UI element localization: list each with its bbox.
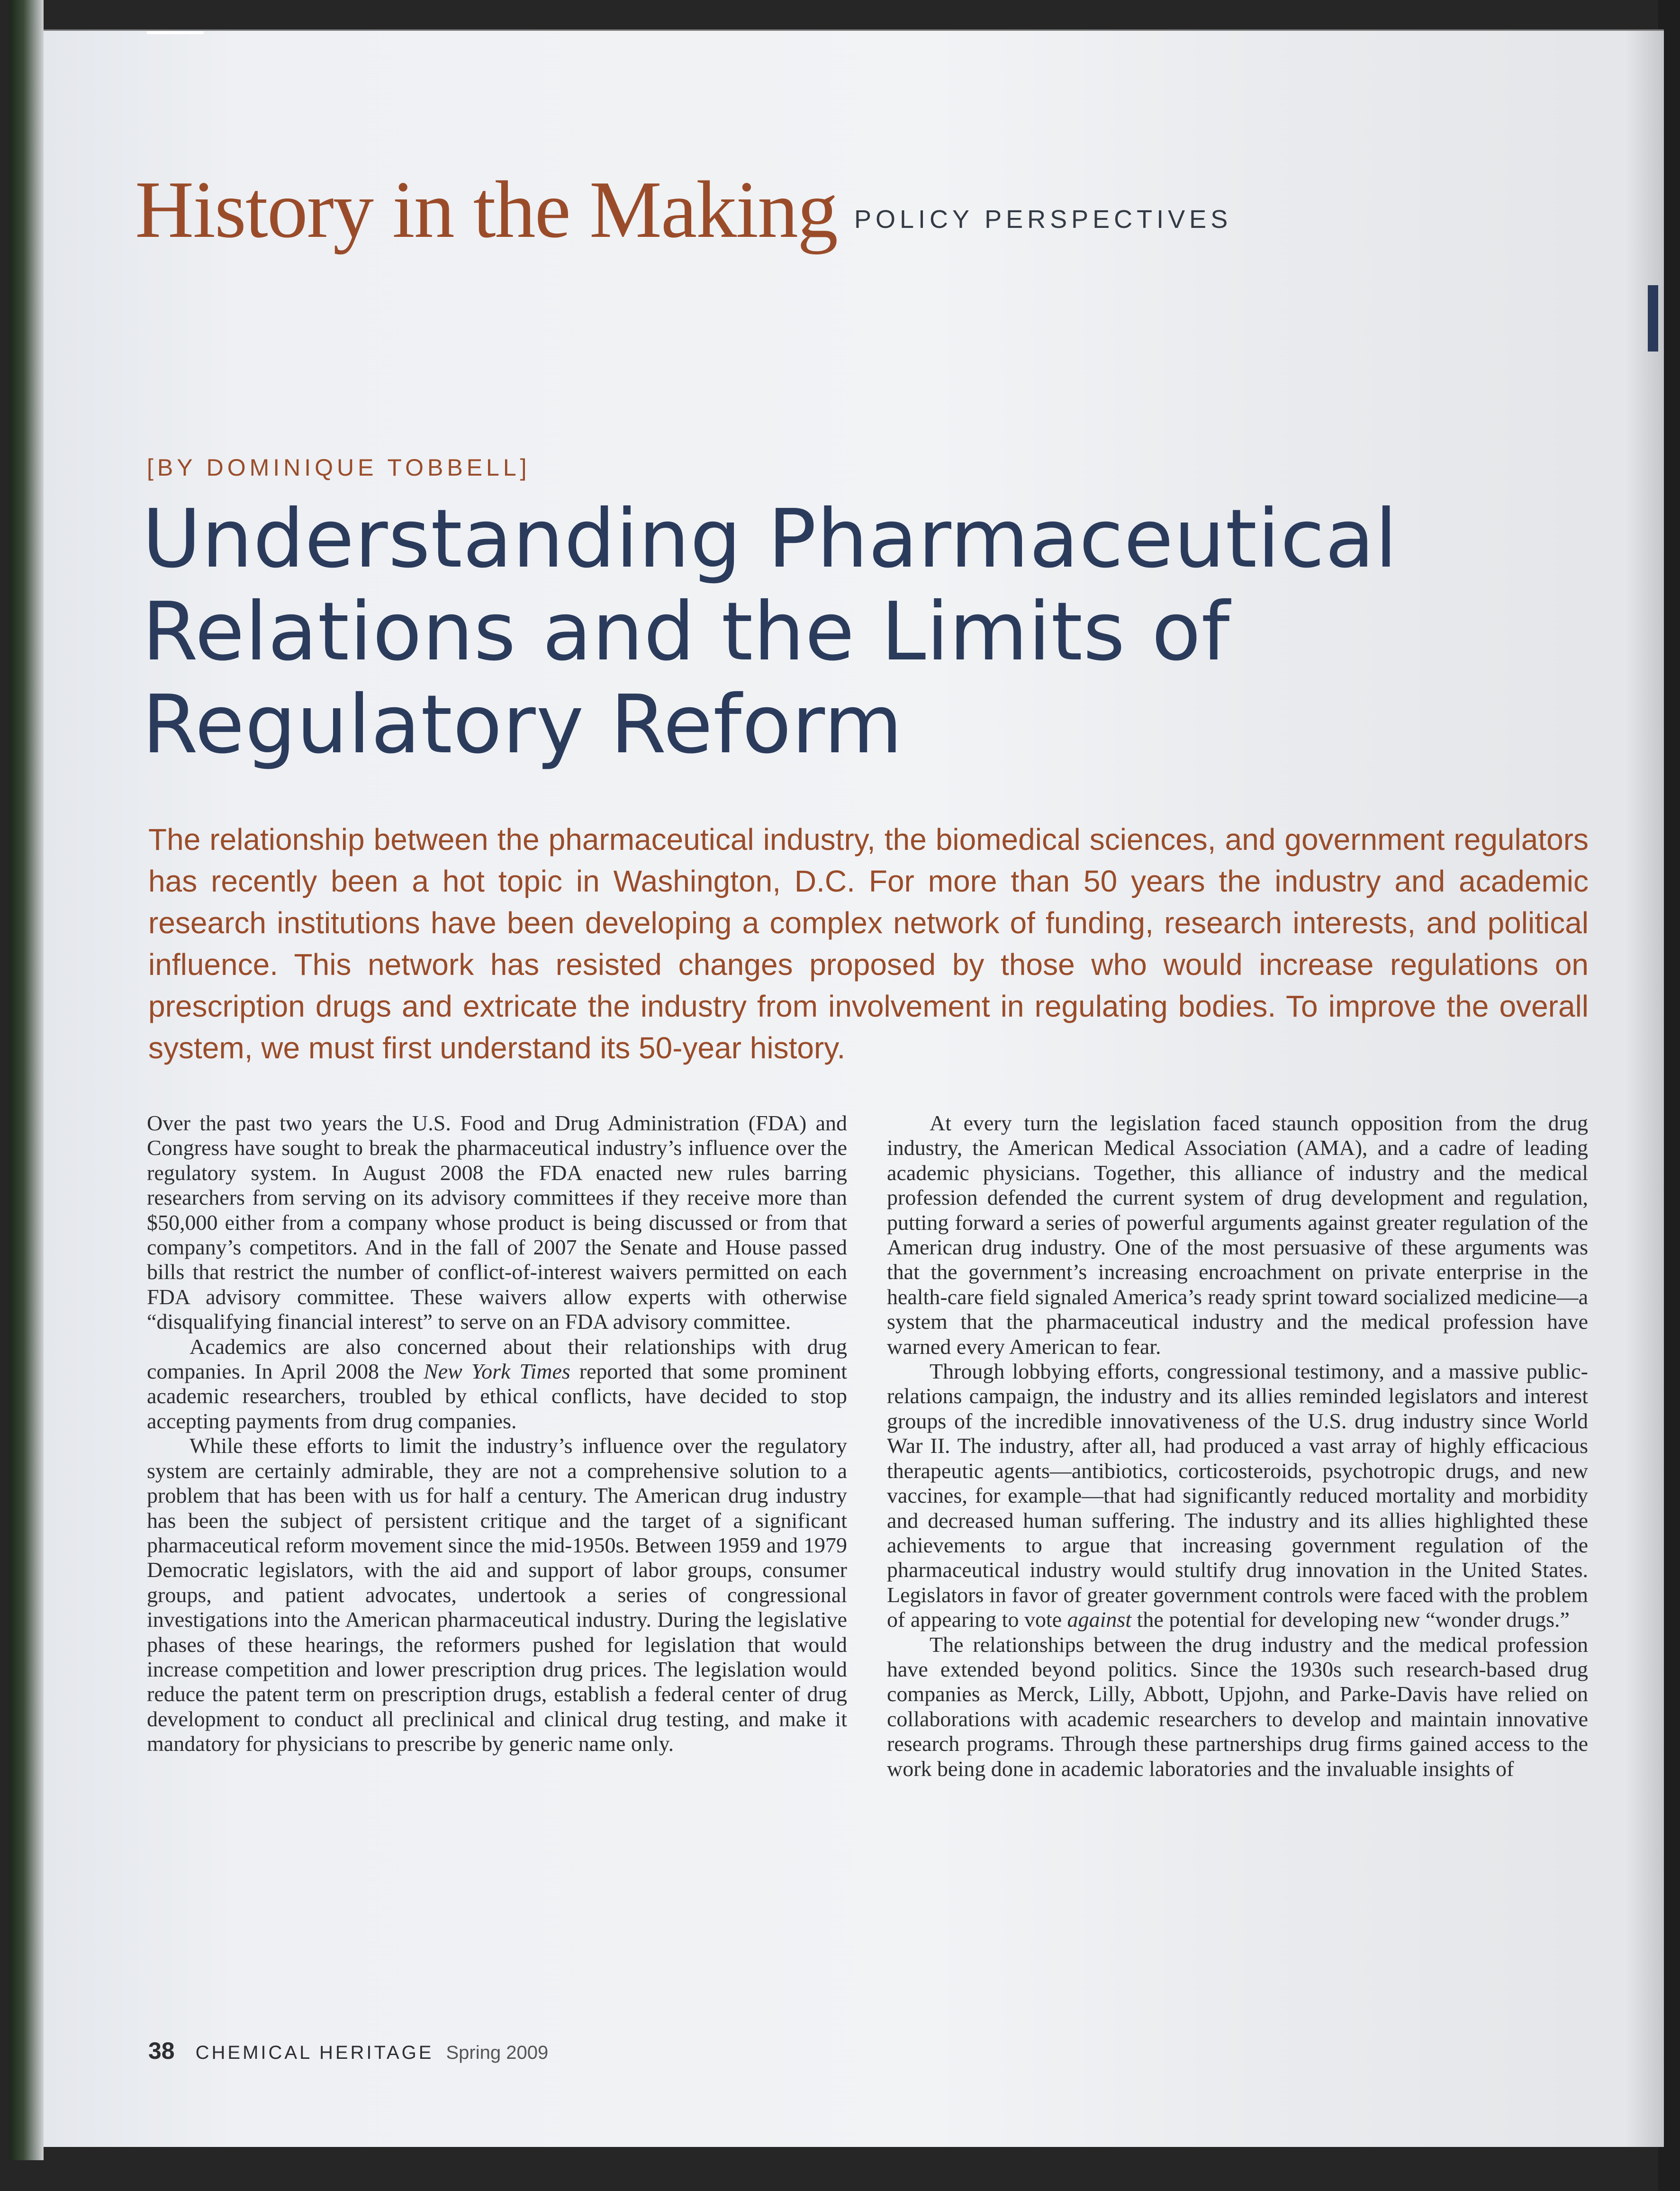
body-paragraph: Academics are also concerned about their relationships with drug companies. In April 2008 the New York Times reported that some prominent academic researchers, troubled by ethical conflicts, have decided to stop accepting payments from drug companies. bbox=[147, 1334, 848, 1433]
binding-edge bbox=[10, 0, 44, 2160]
body-paragraph: Through lobbying efforts, congressional testimony, and a massive public-relations campaign, the industry and its allies reminded legislators and interest groups of the incredible innovativeness of the U.S. drug industry since World War II. The industry, after all, had produced a vast array of highly efficacious therapeutic agents—antibiotics, corticosteroids, psychotropic drugs, and new vaccines, for example—that had significantly reduced mortality and morbidity and decreased human suffering. The industry and its allies highlighted these achievements to argue that increasing government regulation of the pharmaceutical industry would stultify drug innovation in the United States. Legislators in favor of greater government controls were faced with the problem of appearing to vote against the potential for developing new “wonder drugs.” bbox=[887, 1359, 1588, 1632]
body-paragraph: The relationships between the drug industry and the medical profession have extended beyond politics. Since the 1930s such research-based drug companies as Merck, Lilly, Abbott, Upjohn, and Parke-Davis have relied on collaborations with academic researchers to develop and maintain innovative research programs. Through these partnerships drug firms gained access to the work being done in academic laboratories and the invaluable insights of bbox=[887, 1632, 1588, 1781]
publication-title: New York Times bbox=[424, 1359, 570, 1384]
headline-line: Regulatory Reform bbox=[142, 678, 903, 772]
edge-tab-mark bbox=[1648, 285, 1658, 352]
magazine-name: CHEMICAL HERITAGE bbox=[195, 2042, 434, 2063]
body-column-right bbox=[887, 1111, 1588, 1781]
issue-date: Spring 2009 bbox=[446, 2042, 549, 2063]
section-subtitle: POLICY PERSPECTIVES bbox=[854, 205, 1232, 234]
headline-line: Relations and the Limits of bbox=[142, 585, 1230, 679]
author-byline: [BY DOMINIQUE TOBBELL] bbox=[147, 454, 531, 481]
body-paragraph: Over the past two years the U.S. Food and Drug Administration (FDA) and Congress have sought to break the pharmaceutical industry’s influence over the regulatory system. In August 2008 the FDA enacted new rules barring researchers from serving on its advisory committees if they receive more than $50,000 either from a company whose product is being discussed or from that company’s competitors. And in the fall of 2007 the Senate and House passed bills that restrict the number of conflict-of-interest waivers permitted on each FDA advisory committee. These waivers allow experts with otherwise “disqualifying financial interest” to serve on an FDA advisory committee. bbox=[147, 1111, 847, 1334]
magazine-page bbox=[44, 29, 1664, 2147]
article-dek: The relationship between the pharmaceutical industry, the biomedical sciences, and government regulators has recently been a hot topic in Washington, D.C. For more than 50 years the industry and academic research institutions have been developing a complex network of funding, research interests, and political influence. This network has resisted changes proposed by those who would increase regulations on prescription drugs and extricate the industry from involvement in regulating bodies. To improve the overall system, we must first understand its 50-year history. bbox=[148, 822, 1589, 1065]
page-curl-shadow bbox=[1626, 29, 1664, 2147]
article-headline bbox=[142, 493, 1563, 771]
body-paragraph: At every turn the legislation faced staunch opposition from the drug industry, the American Medical Association (AMA), and a cadre of leading academic physicians. Together, this alliance of industry and the medical profession defended the current system of drug development and regulation, putting forward a series of powerful arguments against greater regulation of the American drug industry. One of the most persuasive of these arguments was that the government’s increasing encroachment on private enterprise in the health-care field signaled America’s ready sprint toward socialized medicine—a system that the pharmaceutical industry and the medical profession have warned every American to fear. bbox=[887, 1111, 1588, 1359]
page-number: 38 bbox=[148, 2038, 175, 2064]
emphasis-word: against bbox=[1067, 1607, 1132, 1632]
corner-mark bbox=[147, 31, 204, 34]
body-paragraph: While these efforts to limit the industry’s influence over the regulatory system are certainly admirable, they are not a comprehensive solution to a problem that has been with us for half a century. The American drug industry has been the subject of persistent critique and the target of a significant pharmaceutical reform movement since the mid-1950s. Between 1959 and 1979 Democratic legislators, with the aid and support of labor groups, consumer groups, and patient advocates, undertook a series of congressional investigations into the American pharmaceutical industry. During the legislative phases of these hearings, the reformers pushed for legislation that would increase competition and lower prescription drug prices. The legislation would reduce the patent term on prescription drugs, establish a federal center of drug development to conduct all preclinical and clinical drug testing, and make it mandatory for physicians to prescribe by generic name only. bbox=[147, 1434, 847, 1756]
page-top-edge bbox=[44, 29, 1664, 31]
section-title: History in the Making bbox=[135, 165, 837, 255]
headline-line: Understanding Pharmaceutical bbox=[142, 492, 1398, 586]
page-footer bbox=[148, 2037, 548, 2065]
body-column-left bbox=[147, 1111, 847, 1757]
